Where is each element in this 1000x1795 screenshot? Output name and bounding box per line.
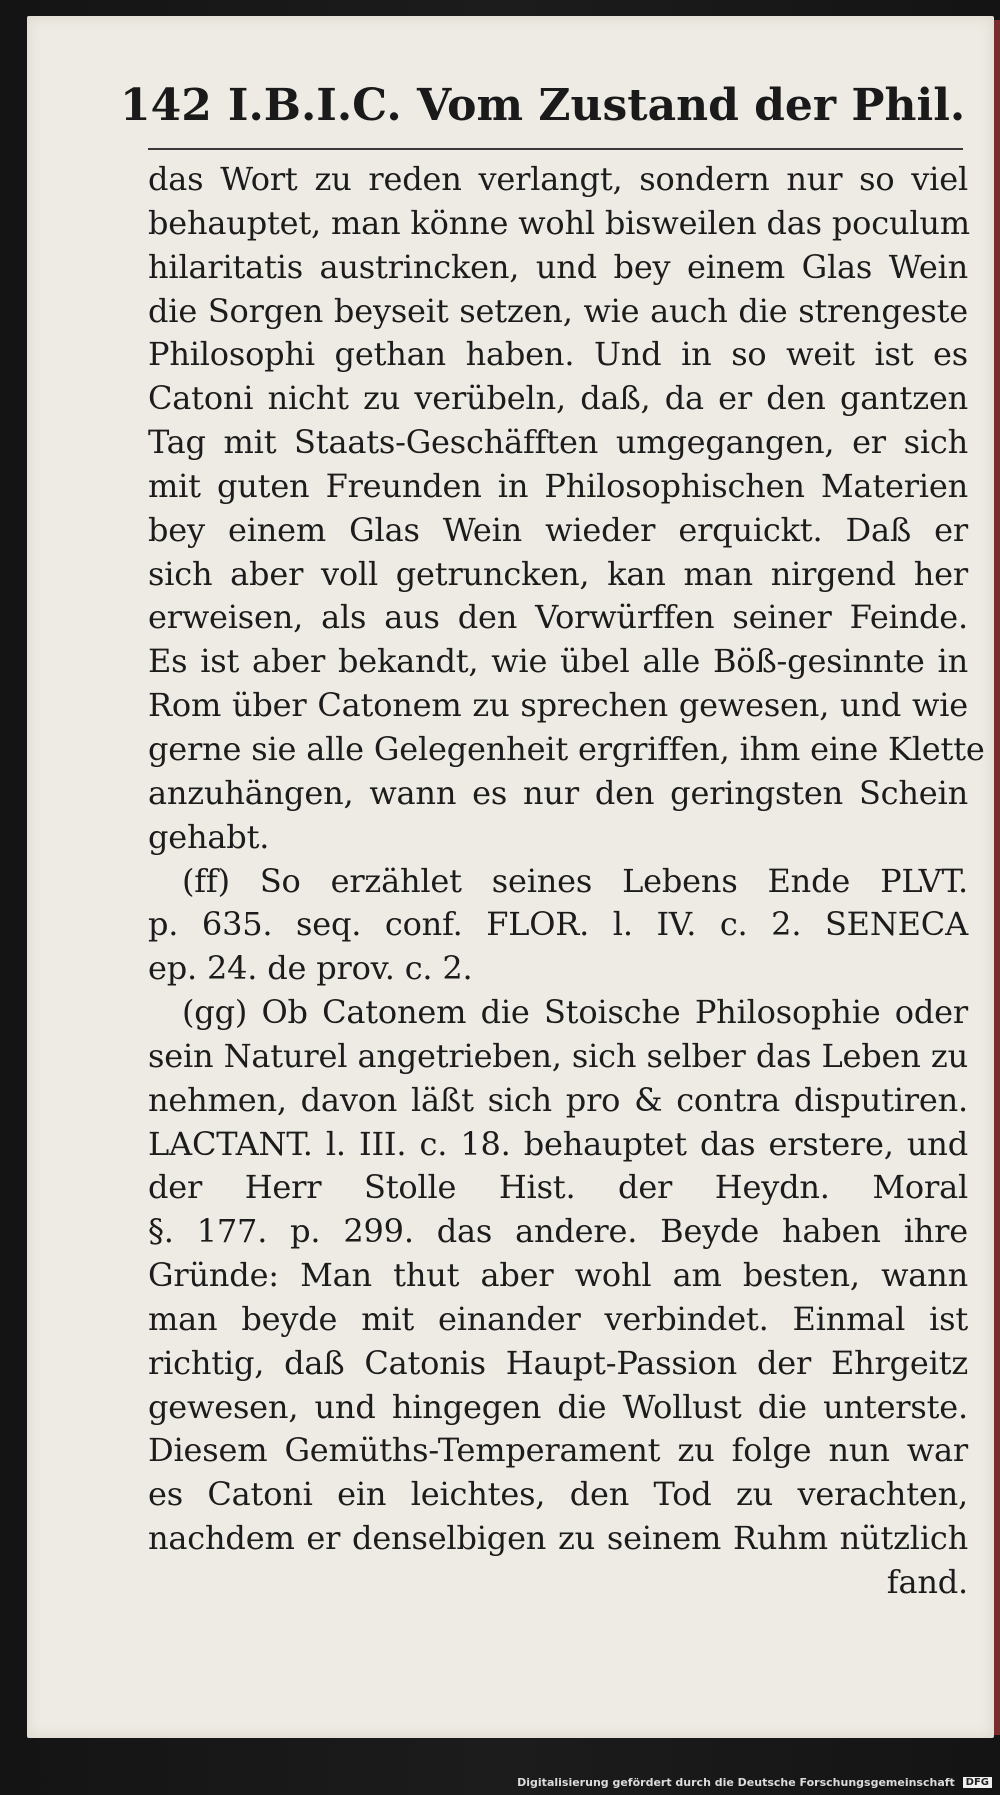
text-line: bey einem Glas Wein wieder erquickt. Daß er — [148, 510, 968, 549]
text-line: erweisen, als aus den Vorwürffen seiner Feinde. — [148, 598, 968, 637]
text-line: gehabt. — [148, 817, 270, 856]
footnote-gg-line: nachdem er denselbigen zu seinem Ruhm nützlich — [148, 1519, 968, 1558]
footnote-gg-line: §. 177. p. 299. das andere. Beyde haben ihre — [148, 1212, 968, 1251]
text-line: Es ist aber bekandt, wie übel alle Böß-gesinnte in — [148, 642, 968, 681]
footnote-gg-line: (gg) Ob Catonem die Stoische Philosophie oder — [182, 993, 968, 1032]
footnote-gg-line: man beyde mit einander verbindet. Einmal ist — [148, 1299, 968, 1338]
footnote-ff-line: ep. 24. de prov. c. 2. — [148, 949, 473, 988]
running-title: I.B.I.C. Vom Zustand der Phil. — [227, 80, 966, 131]
text-line: mit guten Freunden in Philosophischen Materien — [148, 466, 968, 505]
footnote-gg-line: der Herr Stolle Hist. der Heydn. Moral — [148, 1168, 968, 1207]
text-line: hilaritatis austrincken, und bey einem Glas Wein — [148, 247, 968, 286]
digitization-footer — [517, 1776, 992, 1792]
text-line: die Sorgen beyseit setzen, wie auch die strengeste — [148, 291, 968, 330]
text-line: das Wort zu reden verlangt, sondern nur so viel — [148, 160, 968, 198]
footnote-gg-line: fand. — [886, 1563, 968, 1601]
digitization-credit: Digitalisierung gefördert durch die Deutsche Forschungsgemeinschaft — [517, 1776, 955, 1789]
footnote-ff-line: p. 635. seq. conf. FLOR. l. IV. c. 2. SENECA — [148, 905, 968, 944]
text-line: behauptet, man könne wohl bisweilen das poculum — [148, 203, 970, 242]
footnote-ff-line: (ff) So erzählet seines Lebens Ende PLVT. — [182, 861, 968, 900]
text-line: Philosophi gethan haben. Und in so weit ist es — [148, 335, 968, 374]
text-line: gerne sie alle Gelegenheit ergriffen, ihm eine Klette — [148, 729, 985, 768]
page-header — [120, 80, 966, 144]
footnote-gg-line: LACTANT. l. III. c. 18. behauptet das erstere, und — [148, 1124, 968, 1163]
text-line: Catoni nicht zu verübeln, daß, da er den gantzen — [148, 379, 968, 418]
footnote-gg-line: richtig, daß Catonis Haupt-Passion der Ehrgeitz — [148, 1343, 968, 1382]
footnote-gg-line: Diesem Gemüths-Temperament zu folge nun war — [148, 1431, 968, 1470]
text-line: Tag mit Staats-Geschäfften umgegangen, er sich — [148, 423, 968, 462]
text-line: Rom über Catonem zu sprechen gewesen, und wie — [148, 686, 968, 725]
page-number: 142 — [120, 80, 212, 131]
footnote-gg-line: es Catoni ein leichtes, den Tod zu verachten, — [148, 1475, 968, 1514]
body-text — [148, 158, 985, 1605]
dfg-logo-icon: DFG — [963, 1777, 992, 1788]
text-line: sich aber voll getruncken, kan man nirgend her — [148, 554, 968, 593]
footnote-gg-line: Gründe: Man thut aber wohl am besten, wann — [148, 1256, 968, 1295]
footnote-gg-line: sein Naturel angetrieben, sich selber das Leben zu — [148, 1036, 968, 1075]
footnote-gg-line: nehmen, davon läßt sich pro & contra disputiren. — [148, 1080, 968, 1119]
header-rule — [148, 148, 963, 150]
footnote-gg-line: gewesen, und hingegen die Wollust die unterste. — [148, 1387, 968, 1426]
text-line: anzuhängen, wann es nur den geringsten Schein — [148, 773, 968, 812]
